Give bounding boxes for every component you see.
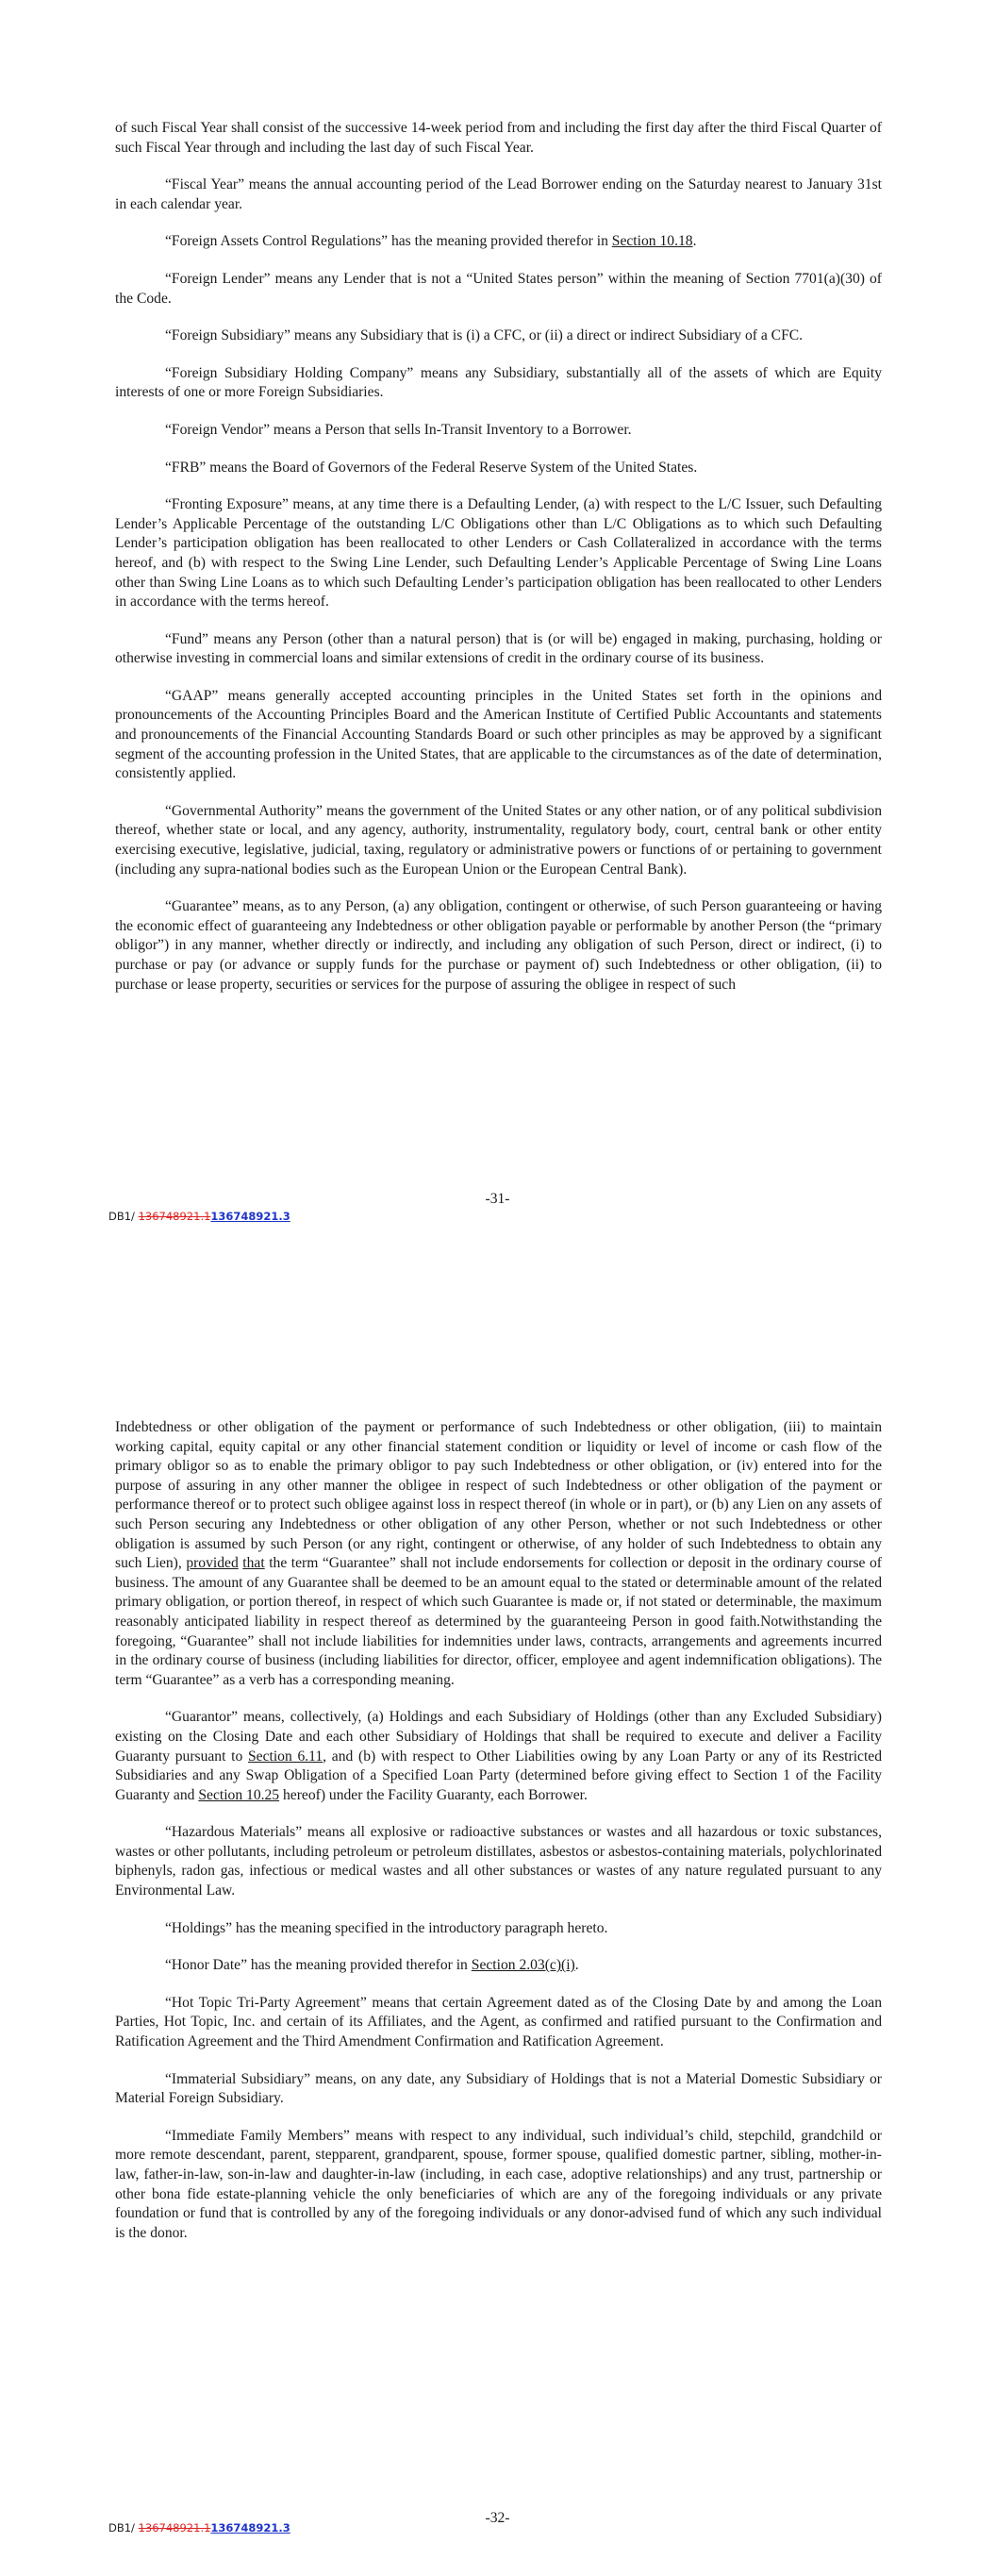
definition-foreign-subsidiary-holding-company: “Foreign Subsidiary Holding Company” means any Subsidiary, substantially all of the assets of which are Equity interests of one or more Foreign Subsidiaries.: [115, 364, 882, 401]
definition-holdings: “Holdings” has the meaning specified in the introductory paragraph hereto.: [165, 1919, 608, 1936]
page-number: -32-: [485, 2510, 510, 2526]
section-reference-link[interactable]: Section 2.03(c)(i): [471, 1957, 575, 1974]
page-number: -31-: [485, 1191, 510, 1207]
definition-gaap: “GAAP” means generally accepted accounting principles in the United States set forth in the opinions and pronouncements of the Accounting Principles Board and the American Institute of Certified Public Accountants and statements and pronouncements of the Financial Accounting Standards Board or such other principles as may be approved by a significant segment of the accounting profession in the United States, that are applicable to the circumstances as of the date of determination, consistently applied.: [115, 687, 882, 782]
text-run: “Honor Date” has the meaning provided therefor in: [165, 1957, 472, 1974]
provided-term: provided: [186, 1555, 239, 1572]
document-id-footer: [108, 2521, 290, 2534]
text-run: .: [574, 1957, 579, 1974]
that-term: that: [242, 1555, 265, 1572]
page-body: [115, 1418, 882, 2243]
text-run: “Guarantor” means, collectively, (a) Holdings and each Subsidiary of Holdings (other than any Excluded Subsidiary) existing on the Closing Date and each other Subsidiary of Holdings that shall be required to execute and deliver a Facility Guaranty pursuant to: [115, 1709, 882, 1765]
definition-guarantee: “Guarantee” means, as to any Person, (a) any obligation, contingent or otherwise, of such Person guaranteeing or having the economic effect of guaranteeing any Indebtedness or other obligation payable or performable by another Person (the “primary obligor”) in any manner, whether directly or indirectly, and including any obligation of such Person, direct or indirect, (i) to purchase or pay (or advance or supply funds for the purchase or payment of) such Indebtedness or other obligation, (ii) to purchase or lease property, securities or services for the purpose of assuring the obligee in respect of such: [115, 898, 882, 993]
footer-prefix: DB1/: [108, 1210, 135, 1223]
definition-foreign-subsidiary: “Foreign Subsidiary” means any Subsidiary that is (i) a CFC, or (ii) a direct or indirect Subsidiary of a CFC.: [165, 327, 804, 344]
text-run: .: [692, 233, 697, 250]
inserted-doc-id: 136748921.3: [210, 1210, 290, 1223]
footer-prefix: DB1/: [108, 2521, 135, 2534]
definition-honor-date: [115, 1956, 882, 1976]
document-id-footer: [108, 1210, 290, 1223]
document-page-32: [0, 1288, 995, 2576]
deleted-doc-id: 136748921.1: [138, 1210, 211, 1223]
definition-hot-topic-tri-party-agreement: “Hot Topic Tri-Party Agreement” means that certain Agreement dated as of the Closing Date by and among the Loan Parties, Hot Topic, Inc. and certain of its Affiliates, and the Agent, as confirmed and ratified pursuant to the Confirmation and Ratification Agreement and the Third Amendment Confirmation and Ratification Agreement.: [115, 1994, 882, 2050]
text-run: hereof) under the Facility Guaranty, each Borrower.: [279, 1786, 588, 1803]
deleted-doc-id: 136748921.1: [138, 2521, 211, 2534]
definition-fiscal-year: “Fiscal Year” means the annual accounting period of the Lead Borrower ending on the Saturday nearest to January 31st in each calendar year.: [115, 176, 882, 212]
page-body: [115, 119, 882, 995]
definition-guarantee-continued: [115, 1418, 882, 1690]
text-run: Indebtedness or other obligation of the payment or performance of such Indebtedness or other obligation, (iii) to maintain working capital, equity capital or any other financial statement condition or liquidity or level of income or cash flow of the primary obligor so as to enable the primary obligor to pay such Indebtedness or other obligation, or (iv) entered into for the purpose of assuring in any other manner the obligee in respect of such Indebtedness or other obligation of the payment or performance thereof or to protect such obligee against loss in respect thereof (in whole or in part), or (b) any Lien on any assets of such Person securing any Indebtedness or other obligation of any other Person, whether or not such Indebtedness or other obligation is assumed by such Person (or any right, contingent or otherwise, of any holder of such Indebtedness to obtain any such Lien),: [115, 1419, 882, 1572]
section-reference-link[interactable]: Section 10.25: [198, 1786, 280, 1803]
definition-fronting-exposure: “Fronting Exposure” means, at any time there is a Defaulting Lender, (a) with respect to the L/C Issuer, such Defaulting Lender’s Applicable Percentage of the outstanding L/C Obligations other than L/C Obligations as to which such Defaulting Lender’s participation obligation has been reallocated to other Lenders or Cash Collateralized in accordance with the terms hereof, and (b) with respect to the Swing Line Lender, such Defaulting Lender’s Applicable Percentage of Swing Line Loans other than Swing Line Loans as to which such Defaulting Lender’s participation obligation has been reallocated to other Lenders in accordance with the terms hereof.: [115, 496, 882, 611]
definition-governmental-authority: “Governmental Authority” means the government of the United States or any other nation, or of any political subdivision thereof, whether state or local, and any agency, authority, instrumentality, regulatory body, court, central bank or other entity exercising executive, legislative, judicial, taxing, regulatory or administrative powers or functions of or pertaining to government (including any supra-national bodies such as the European Union or the European Central Bank).: [115, 802, 882, 878]
definition-hazardous-materials: “Hazardous Materials” means all explosive or radioactive substances or wastes and all hazardous or toxic substances, wastes or other pollutants, including petroleum or petroleum distillates, asbestos or asbestos-containing materials, polychlorinated biphenyls, radon gas, infectious or medical wastes and all other substances or wastes of any nature regulated pursuant to any Environmental Law.: [115, 1824, 882, 1899]
text-run: , and (b) with respect to Other Liabilities owing by any Loan Party or any of its Restricted Subsidiaries and any Swap Obligation of a Specified Loan Party (determined before giving effect to Section 1 of the Facility Guaranty and: [115, 1748, 883, 1803]
text-run: “Foreign Assets Control Regulations” has the meaning provided therefor in: [165, 233, 612, 250]
definition-immediate-family-members: “Immediate Family Members” means with respect to any individual, such individual’s child, stepchild, grandchild or more remote descendant, parent, stepparent, grandparent, spouse, former spouse, qualified domestic partner, sibling, mother-in-law, father-in-law, son-in-law and daughter-in-law (including, in each case, adoptive relationships) and any trust, partnership or other bona fide estate-planning vehicle the only beneficiaries of which are any of the foregoing individuals or any private foundation or fund that is controlled by any of the foregoing individuals or any donor-advised fund of which any such individual is the donor.: [115, 2127, 882, 2241]
definition-foreign-vendor: “Foreign Vendor” means a Person that sells In-Transit Inventory to a Borrower.: [165, 421, 632, 438]
definition-foreign-lender: “Foreign Lender” means any Lender that is not a “United States person” within the meaning of Section 7701(a)(30) of the Code.: [115, 270, 882, 307]
definition-frb: “FRB” means the Board of Governors of the Federal Reserve System of the United States.: [165, 459, 698, 476]
paragraph: of such Fiscal Year shall consist of the successive 14-week period from and including the first day after the third Fiscal Quarter of such Fiscal Year through and including the last day of such Fiscal Year.: [115, 120, 882, 156]
definition-immaterial-subsidiary: “Immaterial Subsidiary” means, on any date, any Subsidiary of Holdings that is not a Material Domestic Subsidiary or Material Foreign Subsidiary.: [115, 2070, 882, 2107]
text-run: the term “Guarantee” shall not include endorsements for collection or deposit in the ordinary course of business. The amount of any Guarantee shall be deemed to be an amount equal to the stated or determinable amount of the related primary obligation, or portion thereof, in respect of which such Guarantee is made or, if not stated or determinable, the maximum reasonably anticipated liability in respect thereof as determined by the guaranteeing Person in good faith.Notwithstanding the foregoing, “Guarantee” shall not include liabilities for indemnities under laws, contracts, arrangements and agreements incurred in the ordinary course of business (including liabilities for director, officer, employee and agent indemnification obligations). The term “Guarantee” as a verb has a corresponding meaning.: [115, 1555, 882, 1688]
inserted-doc-id: 136748921.3: [210, 2521, 290, 2534]
definition-fund: “Fund” means any Person (other than a natural person) that is (or will be) engaged in making, purchasing, holding or otherwise investing in commercial loans and similar extensions of credit in the ordinary course of its business.: [115, 630, 882, 667]
definition-guarantor: [115, 1708, 882, 1805]
section-reference-link[interactable]: Section 6.11: [247, 1748, 323, 1765]
definition-foreign-assets-control-regulations: [115, 232, 882, 252]
section-reference-link[interactable]: Section 10.18: [611, 233, 693, 250]
